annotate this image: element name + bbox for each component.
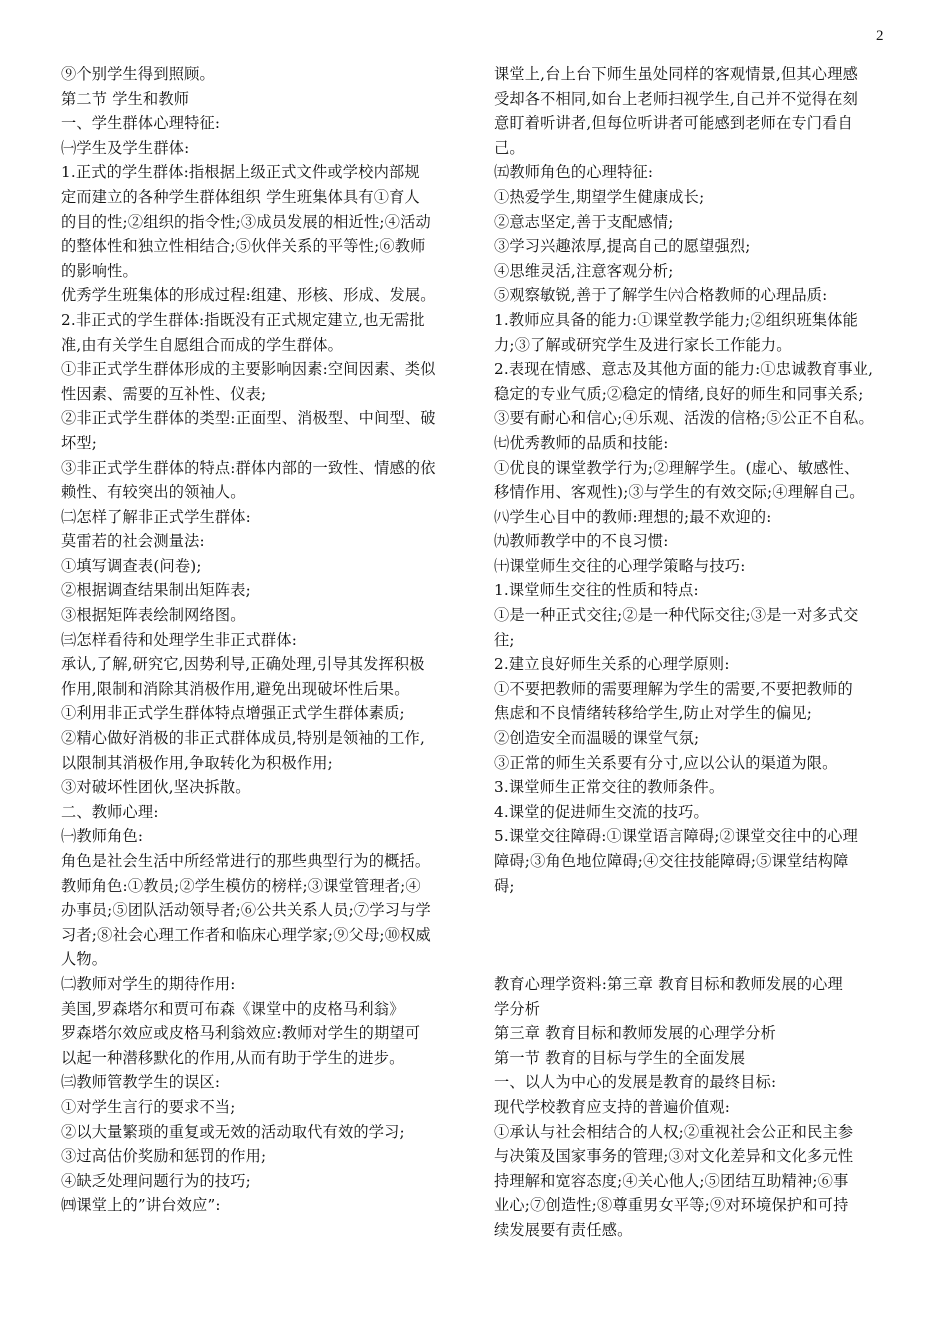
text-line: ㈩课堂师生交往的心理学策略与技巧: (494, 556, 746, 575)
text-line: ③正常的师生关系要有分寸,应以公认的渠道为限。 (494, 753, 838, 772)
section-spacer (494, 947, 894, 972)
text-line: 罗森塔尔效应或皮格马利翁效应:教师对学生的期望可 (61, 1024, 421, 1043)
text-line: ㈠教师角色: (61, 827, 144, 846)
text-line: 碍; (494, 876, 515, 895)
text-line: 意盯着听讲者,但每位听讲者可能感到老师在专门看自 (494, 114, 853, 133)
text-line: 焦虑和不良情绪转移给学生,防止对学生的偏见; (494, 704, 813, 723)
right-column-section-b (494, 972, 894, 1243)
text-line: ㈧学生心目中的教师:理想的;最不欢迎的: (494, 507, 772, 526)
text-line: ③要有耐心和信心;④乐观、活泼的信格;⑤公正不自私。 (494, 409, 874, 428)
text-line: ③对破坏性团伙,坚决拆散。 (61, 778, 251, 797)
text-line: 5.课堂交往障碍:①课堂语言障碍;②课堂交往中的心理 (494, 827, 859, 846)
text-line: ㈡怎样了解非正式学生群体: (61, 507, 251, 526)
text-line: 莫雷若的社会测量法: (61, 532, 205, 551)
text-line: ㈢怎样看待和处理学生非正式群体: (61, 630, 298, 649)
text-line: 角色是社会生活中所经常进行的那些典型行为的概括。 (61, 852, 431, 870)
text-line: 1.正式的学生群体:指根据上级正式文件或学校内部规 (61, 163, 420, 182)
text-line: 优秀学生班集体的形成过程:组建、形核、形成、发展。 (61, 286, 436, 305)
text-line: ②非正式学生群体的类型:正面型、消极型、中间型、破 (61, 409, 436, 428)
text-line: ④思维灵活,注意客观分析; (494, 261, 674, 280)
text-line: ⑤观察敏锐,善于了解学生㈥合格教师的心理品质: (494, 286, 828, 305)
text-line: 办事员;⑤团队活动领导者;⑥公共关系人员;⑦学习与学 (61, 901, 431, 920)
text-line: ①不要把教师的需要理解为学生的需要,不要把教师的 (494, 679, 853, 698)
text-line: ㈠学生及学生群体: (61, 138, 190, 157)
section-spacer (494, 898, 894, 947)
text-line: ②根据调查结果制出矩阵表; (61, 581, 251, 600)
text-line: 坏型; (61, 433, 98, 452)
text-line: 以限制其消极作用,争取转化为积极作用; (61, 753, 333, 772)
text-line: 己。 (494, 138, 525, 157)
text-line: 业心;⑦创造性;⑧尊重男女平等;⑨对环境保护和可持 (494, 1196, 849, 1215)
text-line: ④缺乏处理问题行为的技巧; (61, 1171, 251, 1190)
text-line: 一、以人为中心的发展是教育的最终目标: (494, 1073, 777, 1092)
text-line: 2.建立良好师生关系的心理学原则: (494, 655, 730, 674)
text-line: 现代学校教育应支持的普遍价值观: (494, 1097, 731, 1116)
text-line: 4.课堂的促进师生交流的技巧。 (494, 802, 709, 821)
text-line: 准,由有关学生自愿组合而成的学生群体。 (61, 335, 344, 354)
text-line: ㈡教师对学生的期待作用: (61, 974, 236, 993)
text-line: 课堂上,台上台下师生虽处同样的客观情景,但其心理感 (494, 65, 858, 83)
text-line: ㈨教师教学中的不良习惯: (494, 532, 669, 551)
text-line: 人物。 (61, 950, 108, 969)
text-line: ③过高估价奖励和惩罚的作用; (61, 1147, 267, 1166)
page-number: 2 (876, 28, 884, 44)
text-line: ①非正式学生群体形成的主要影响因素:空间因素、类似 (61, 360, 436, 379)
text-line: 3.课堂师生正常交往的教师条件。 (494, 778, 725, 797)
text-line: ②意志坚定,善于支配感情; (494, 212, 674, 231)
text-line: 承认,了解,研究它,因势利导,正确处理,引导其发挥积极 (61, 655, 425, 674)
text-line: 教育心理学资料:第三章 教育目标和教师发展的心理 (494, 974, 843, 993)
text-line: 二、教师心理: (61, 802, 159, 821)
text-line: 的整体性和独立性相结合;⑤伙伴关系的平等性;⑥教师 (61, 237, 426, 256)
text-line: 1.课堂师生交往的性质和特点: (494, 581, 699, 600)
text-line: ①利用非正式学生群体特点增强正式学生群体素质; (61, 704, 405, 723)
text-line: 习者;⑧社会心理工作者和临床心理学家;⑨父母;⑩权威 (61, 925, 431, 944)
text-line: 续发展要有责任感。 (494, 1220, 633, 1239)
text-line: ③非正式学生群体的特点:群体内部的一致性、情感的依 (61, 458, 436, 477)
text-line: ㈣课堂上的”讲台效应”: (61, 1196, 221, 1215)
text-line: ②精心做好消极的非正式群体成员,特别是领袖的工作, (61, 729, 425, 748)
text-line: ③根据矩阵表绘制网络图。 (61, 606, 246, 625)
text-line: 受却各不相同,如台上老师扫视学生,自己并不觉得在刻 (494, 89, 858, 108)
text-line: 移情作用、客观性);③与学生的有效交际;④理解自己。 (494, 483, 865, 502)
left-column (61, 62, 461, 1218)
text-line: 定而建立的各种学生群体组织 学生班集体具有①育人 (61, 187, 420, 206)
text-line: 的目的性;②组织的指令性;③成员发展的相近性;④活动 (61, 212, 431, 231)
text-line: ①承认与社会相结合的人权;②重视社会公正和民主参 (494, 1122, 854, 1141)
text-line: 作用,限制和消除其消极作用,避免出现破坏性后果。 (61, 679, 410, 698)
text-line: ③学习兴趣浓厚,提高自己的愿望强烈; (494, 237, 751, 256)
right-column-section-a (494, 62, 894, 898)
text-line: 美国,罗森塔尔和贾可布森《课堂中的皮格马利翁》 (61, 999, 405, 1018)
text-line: ㈢教师管教学生的误区: (61, 1073, 221, 1092)
text-line: ①对学生言行的要求不当; (61, 1097, 236, 1116)
text-line: ㈤教师角色的心理特征: (494, 163, 654, 182)
text-line: ①填写调查表(问卷); (61, 556, 202, 575)
text-line: ㈦优秀教师的品质和技能: (494, 433, 669, 452)
text-line: 以起一种潜移默化的作用,从而有助于学生的进步。 (61, 1048, 405, 1067)
right-column (494, 62, 894, 1243)
text-line: ②创造安全而温暖的课堂气氛; (494, 729, 700, 748)
text-line: 学分析 (494, 999, 541, 1018)
text-line: ①优良的课堂教学行为;②理解学生。(虚心、敏感性、 (494, 458, 860, 477)
text-line: 第三章 教育目标和教师发展的心理学分析 (494, 1024, 777, 1043)
text-line: ②以大量繁琐的重复或无效的活动取代有效的学习; (61, 1122, 405, 1141)
text-line: 1.教师应具备的能力:①课堂教学能力;②组织班集体能 (494, 310, 859, 329)
text-line: 第二节 学生和教师 (61, 89, 190, 108)
text-line: 力;③了解或研究学生及进行家长工作能力。 (494, 335, 792, 354)
text-line: 赖性、有较突出的领袖人。 (61, 483, 246, 502)
text-line: 性因素、需要的互补性、仪表; (61, 384, 267, 403)
text-line: 障碍;③角色地位障碍;④交往技能障碍;⑤课堂结构障 (494, 852, 849, 870)
text-line: 教师角色:①教员;②学生模仿的榜样;③课堂管理者;④ (61, 876, 421, 895)
text-line: 往; (494, 630, 515, 649)
text-line: 2.表现在情感、意志及其他方面的能力:①忠诚教育事业, (494, 360, 874, 379)
text-line: 2.非正式的学生群体:指既没有正式规定建立,也无需批 (61, 310, 425, 329)
text-line: 与决策及国家事务的管理;③对文化差异和文化多元性 (494, 1147, 854, 1166)
text-line: 第一节 教育的目标与学生的全面发展 (494, 1048, 746, 1067)
text-line: 持理解和宽容态度;④关心他人;⑤团结互助精神;⑥事 (494, 1171, 849, 1190)
text-line: ①热爱学生,期望学生健康成长; (494, 187, 705, 206)
text-line: ⑨个别学生得到照顾。 (61, 65, 215, 83)
text-line: 的影响性。 (61, 261, 138, 280)
text-line: 稳定的专业气质;②稳定的情绪,良好的师生和同事关系; (494, 384, 864, 403)
text-line: ①是一种正式交往;②是一种代际交往;③是一对多式交 (494, 606, 859, 625)
text-line: 一、学生群体心理特征: (61, 114, 221, 133)
